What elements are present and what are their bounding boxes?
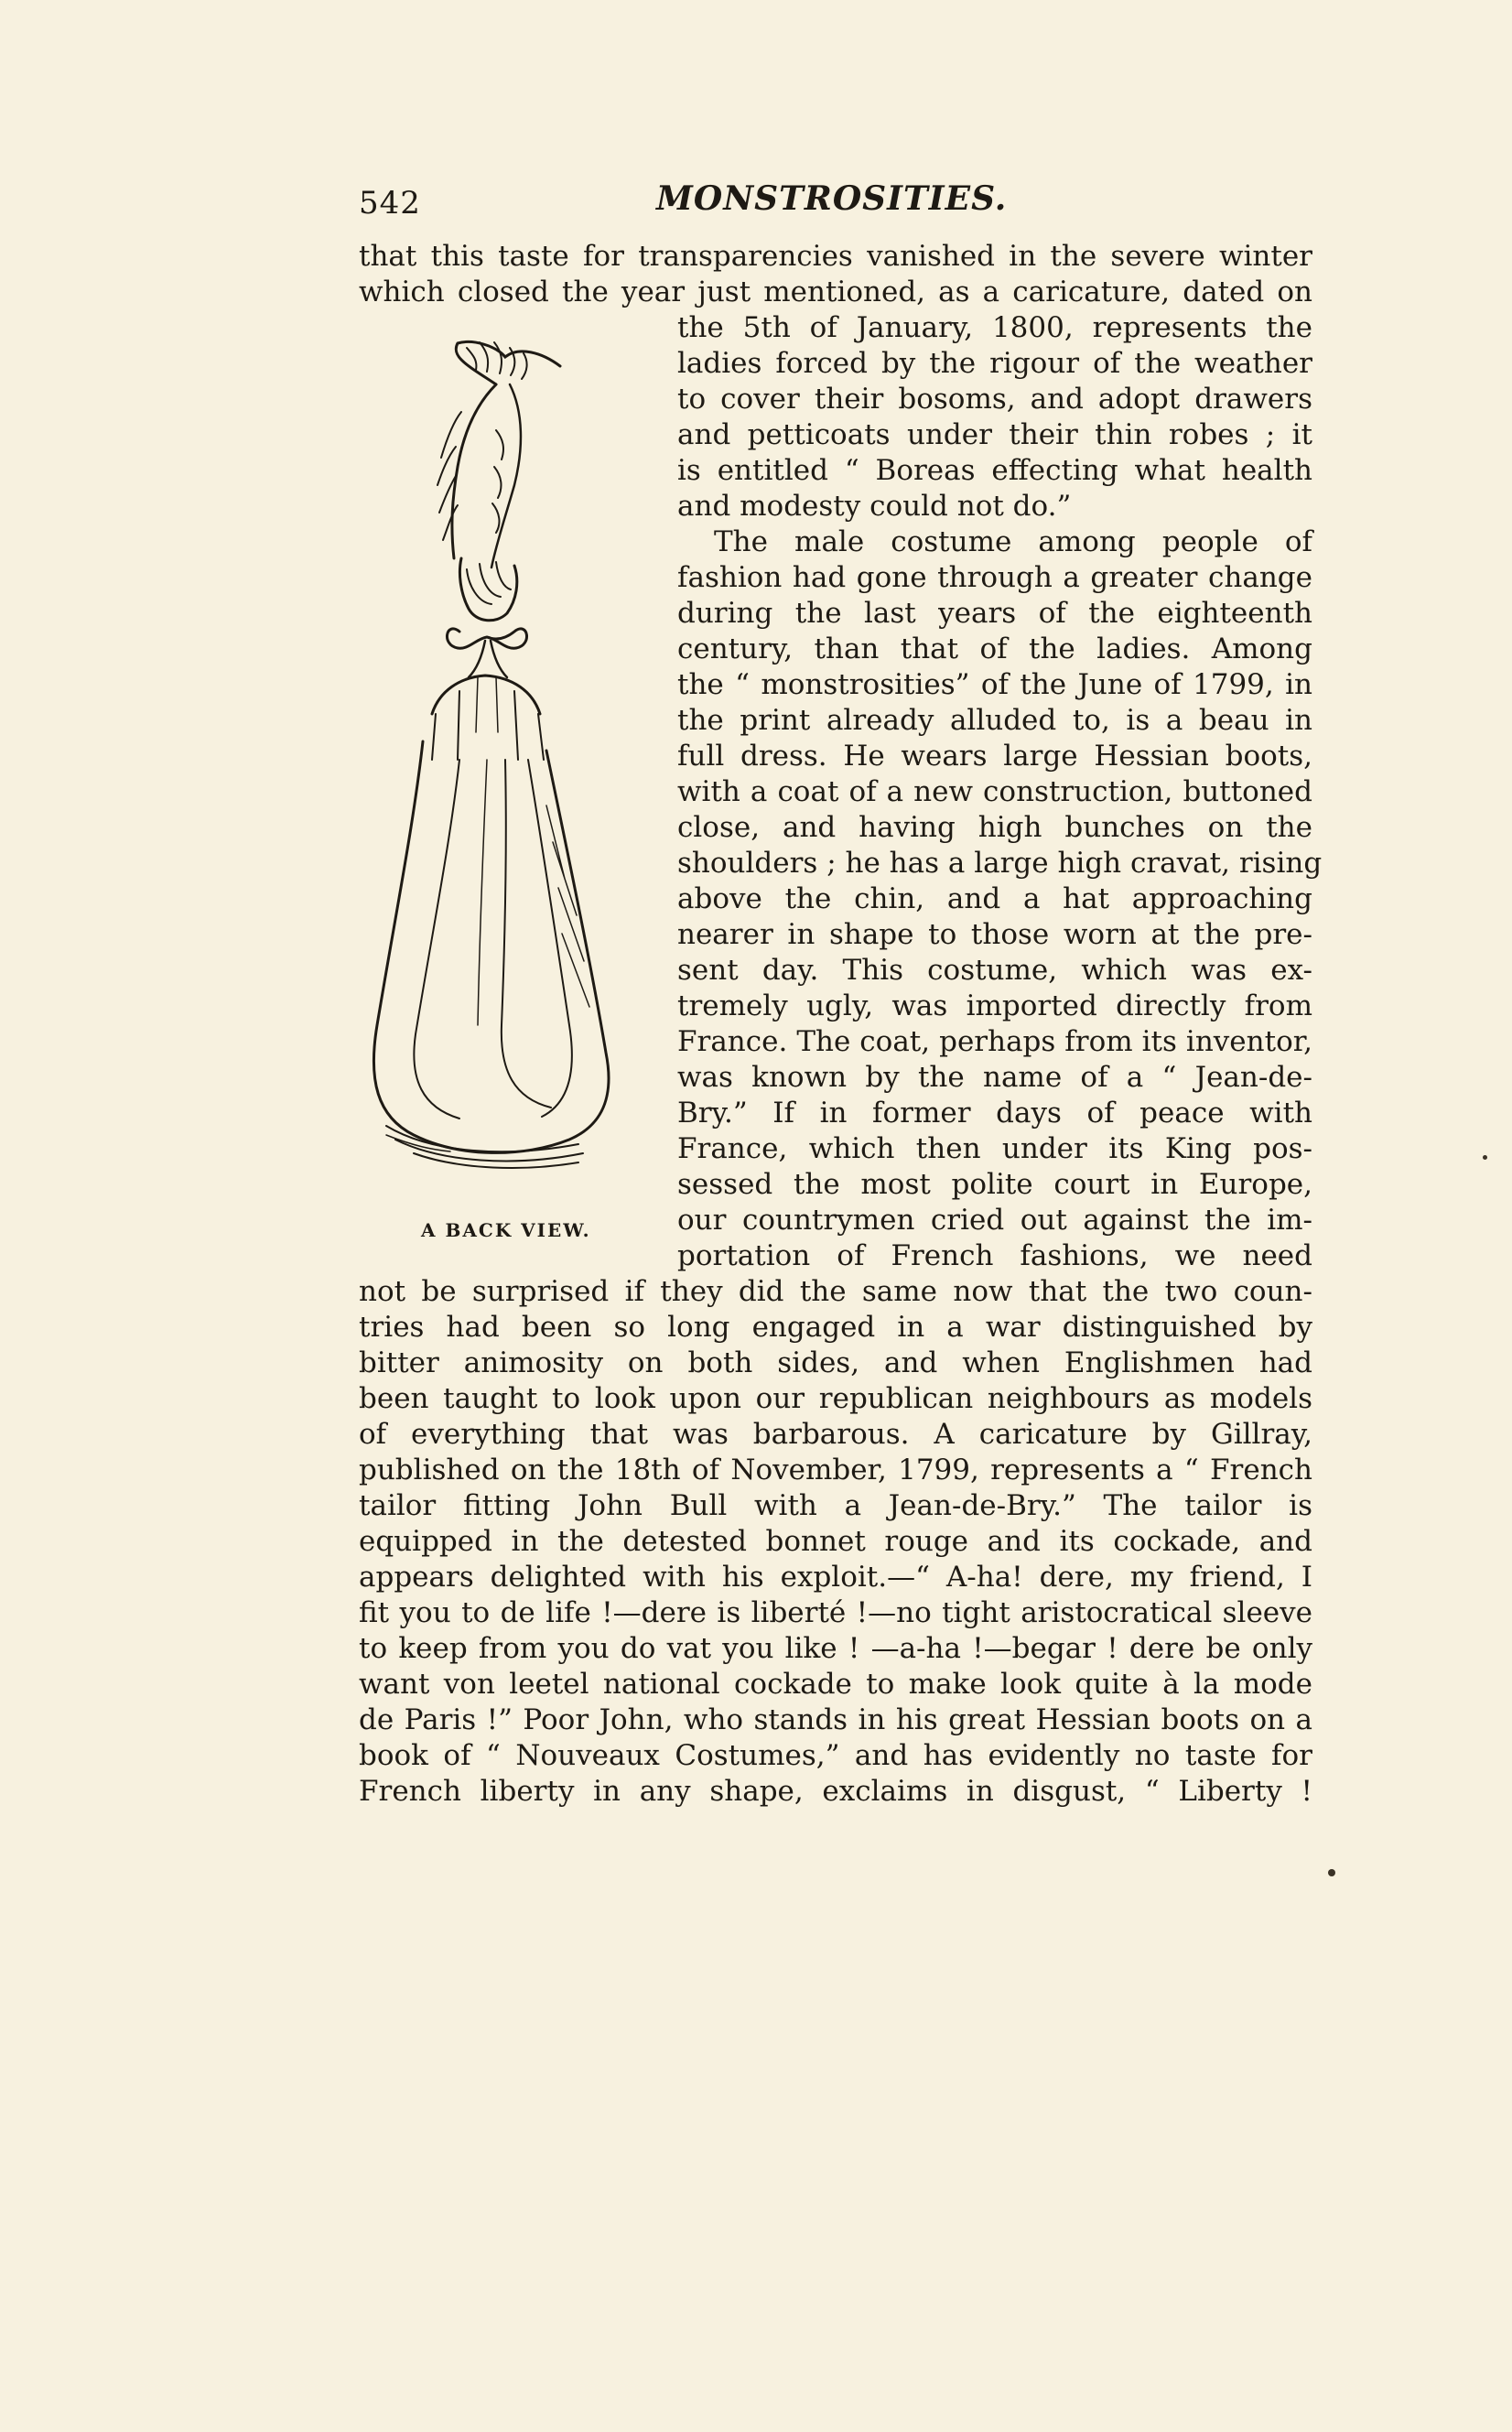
text-line: fashion had gone through a greater change — [677, 561, 1312, 594]
text-line: France. The coat, perhaps from its inventor, — [677, 1025, 1312, 1058]
text-line: the 5th of January, 1800, represents the — [677, 311, 1312, 344]
text-line: which closed the year just mentioned, as a caricature, dated on — [359, 276, 1312, 308]
text-line: France, which then under its King pos- — [677, 1132, 1312, 1165]
text-line: French liberty in any shape, exclaims in disgust, “ Liberty ! — [359, 1775, 1312, 1808]
text-line: ladies forced by the rigour of the weather — [677, 347, 1312, 380]
text-line: portation of French fashions, we need — [677, 1239, 1312, 1272]
text-line: fit you to de life !—dere is liberté !—no tight aristocratical sleeve — [359, 1596, 1312, 1629]
text-line: been taught to look upon our republican neighbours as models — [359, 1382, 1312, 1415]
text-line: that this taste for transparencies vanished in the severe winter — [359, 240, 1312, 273]
text-line: with a coat of a new construction, buttoned — [677, 775, 1312, 808]
text-line: close, and having high bunches on the — [677, 811, 1312, 844]
text-line: Bry.” If in former days of peace with — [677, 1097, 1312, 1130]
text-line: equipped in the detested bonnet rouge and its cockade, and — [359, 1525, 1312, 1558]
text-line: sessed the most polite court in Europe, — [677, 1168, 1312, 1201]
text-line: the “ monstrosities” of the June of 1799, in — [677, 668, 1312, 701]
text-line: not be surprised if they did the same now that the two coun- — [359, 1275, 1312, 1308]
text-line: of everything that was barbarous. A caricature by Gillray, — [359, 1418, 1312, 1451]
text-line: and modesty could not do.” — [677, 490, 1072, 523]
back-view-illustration — [359, 330, 643, 1208]
figure-caption: A BACK VIEW. — [421, 1219, 591, 1241]
text-line: de Paris !” Poor John, who stands in his great Hessian boots on a — [359, 1703, 1312, 1736]
text-line: tries had been so long engaged in a war distinguished by — [359, 1311, 1312, 1344]
running-head — [359, 176, 1320, 231]
text-line: tremely ugly, was imported directly from — [677, 989, 1312, 1022]
text-line: the print already alluded to, is a beau in — [677, 704, 1312, 737]
text-line: The male costume among people of — [714, 525, 1312, 558]
text-line: is entitled “ Boreas effecting what health — [677, 454, 1312, 487]
text-line: and petticoats under their thin robes ; it — [677, 418, 1312, 451]
print-speck — [1483, 1155, 1487, 1160]
text-line: bitter animosity on both sides, and when Englishmen had — [359, 1346, 1312, 1379]
text-line: above the chin, and a hat approaching — [677, 882, 1312, 915]
text-line: to keep from you do vat you like ! —a-ha !—begar ! dere be only — [359, 1632, 1312, 1665]
text-line: sent day. This costume, which was ex- — [677, 954, 1312, 987]
text-line: was known by the name of a “ Jean-de- — [677, 1061, 1312, 1094]
text-line: shoulders ; he has a large high cravat, rising — [677, 847, 1323, 880]
text-line: appears delighted with his exploit.—“ A-ha! dere, my friend, I — [359, 1561, 1312, 1594]
print-speck — [1328, 1869, 1335, 1876]
text-line: century, than that of the ladies. Among — [677, 632, 1312, 665]
text-line: to cover their bosoms, and adopt drawers — [677, 383, 1312, 416]
text-line: our countrymen cried out against the im- — [677, 1204, 1312, 1237]
page-number: 542 — [359, 185, 421, 222]
text-line: nearer in shape to those worn at the pre- — [677, 918, 1312, 951]
text-line: tailor fitting John Bull with a Jean-de-Bry.” The tailor is — [359, 1489, 1312, 1522]
text-line: book of “ Nouveaux Costumes,” and has evidently no taste for — [359, 1739, 1312, 1772]
text-line: published on the 18th of November, 1799, represents a “ French — [359, 1454, 1312, 1486]
running-title: MONSTROSITIES. — [656, 179, 1008, 218]
text-line: want von leetel national cockade to make look quite à la mode — [359, 1668, 1312, 1701]
text-line: full dress. He wears large Hessian boots, — [677, 740, 1312, 773]
text-line: during the last years of the eighteenth — [677, 597, 1312, 630]
